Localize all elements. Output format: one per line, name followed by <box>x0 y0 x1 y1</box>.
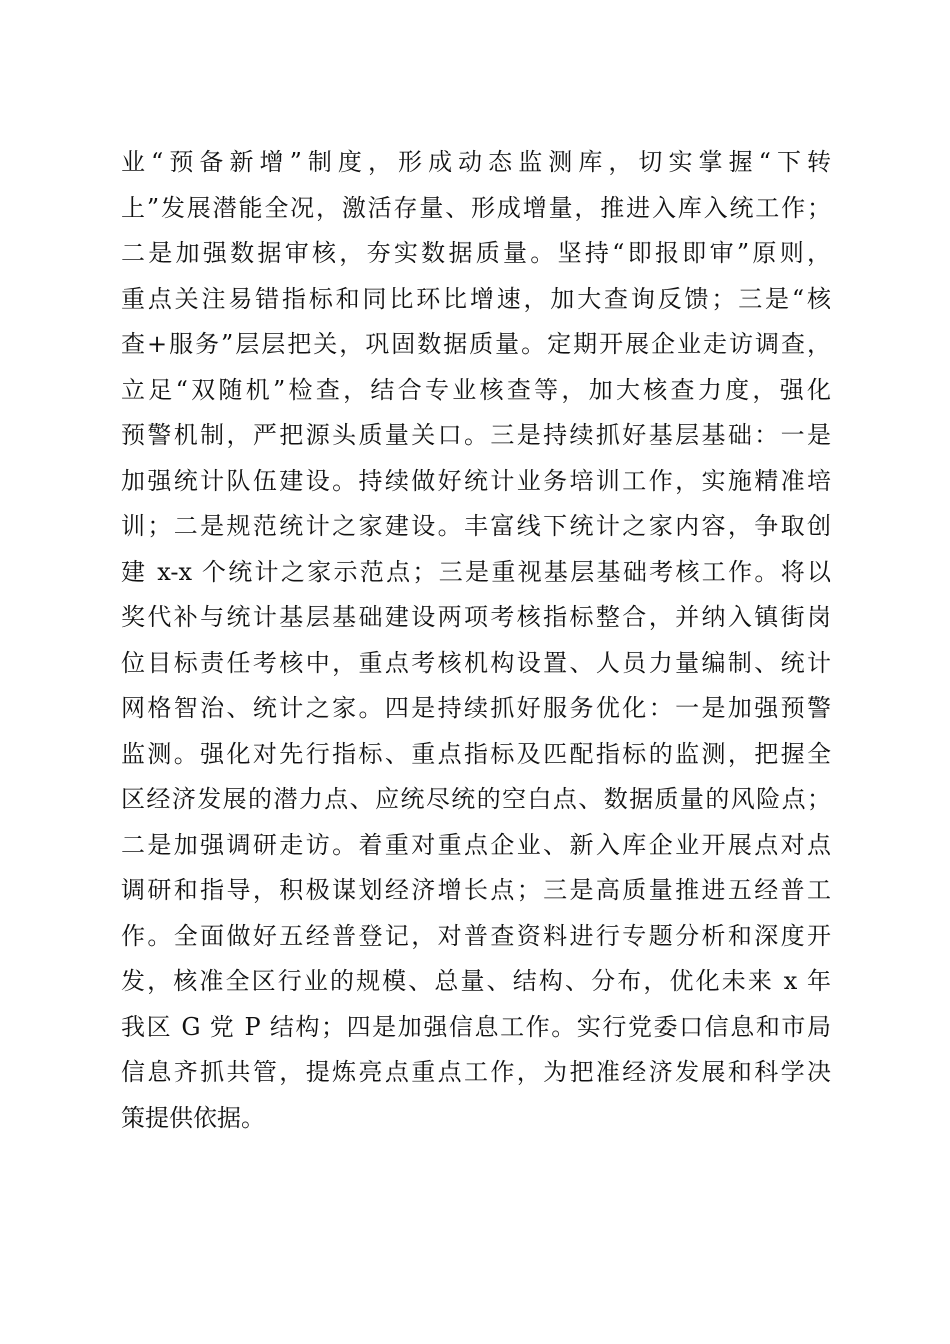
text-line: 网格智治、统计之家。四是持续抓好服务优化：一是加强预警 <box>121 694 831 722</box>
text-line: 立足“双随机”检查，结合专业核查等，加大核查力度，强化 <box>121 375 831 404</box>
text-line: 调研和指导，积极谋划经济增长点；三是高质量推进五经普工 <box>121 876 831 904</box>
text-line: 建 x-x 个统计之家示范点；三是重视基层基础考核工作。将以 <box>121 557 831 586</box>
text-line: 查+服务”层层把关，巩固数据质量。定期开展企业走访调查， <box>121 330 831 358</box>
text-line: 上”发展潜能全况，激活存量、形成增量，推进入库入统工作； <box>121 193 831 222</box>
text-line: 发，核准全区行业的规模、总量、结构、分布，优化未来 x 年 <box>121 967 831 995</box>
text-line: 二是加强调研走访。着重对重点企业、新入库企业开展点对点 <box>121 830 831 859</box>
text-line: 策提供依据。 <box>121 1103 265 1132</box>
text-line: 业“预备新增”制度，形成动态监测库，切实掌握“下转 <box>121 148 831 176</box>
text-line: 监测。强化对先行指标、重点指标及匹配指标的监测，把握全 <box>121 739 831 768</box>
text-line: 信息齐抓共管，提炼亮点重点工作，为把准经济发展和科学决 <box>121 1058 831 1086</box>
text-line: 预警机制，严把源头质量关口。三是持续抓好基层基础：一是 <box>121 421 831 449</box>
text-line: 位目标责任考核中，重点考核机构设置、人员力量编制、统计 <box>121 648 831 677</box>
text-line: 作。全面做好五经普登记，对普查资料进行专题分析和深度开 <box>121 921 831 950</box>
text-line: 奖代补与统计基层基础建设两项考核指标整合，并纳入镇街岗 <box>121 603 831 631</box>
text-line: 二是加强数据审核，夯实数据质量。坚持“即报即审”原则， <box>121 239 831 267</box>
text-line: 区经济发展的潜力点、应统尽统的空白点、数据质量的风险点； <box>121 785 831 813</box>
text-line: 加强统计队伍建设。持续做好统计业务培训工作，实施精准培 <box>121 466 831 495</box>
text-line: 我区 G 党 P 结构；四是加强信息工作。实行党委口信息和市局 <box>121 1012 831 1041</box>
body-paragraph <box>121 140 831 1141</box>
text-line: 重点关注易错指标和同比环比增速，加大查询反馈；三是“核 <box>121 284 831 313</box>
text-line: 训；二是规范统计之家建设。丰富线下统计之家内容，争取创 <box>121 512 831 540</box>
